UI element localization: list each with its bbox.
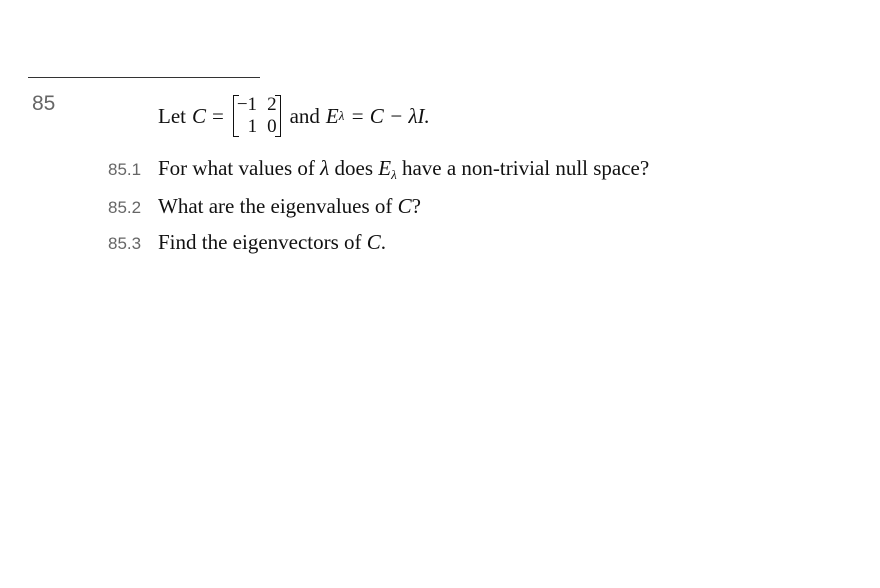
e-subscript: λ — [391, 167, 397, 182]
part-85-1 — [108, 156, 649, 183]
part-number: 85.1 — [108, 160, 142, 179]
part-number: 85.2 — [108, 198, 142, 217]
part-text-post: have a non-trivial null space? — [401, 156, 650, 180]
equals-sign: = — [212, 103, 224, 128]
e-lambda-symbol: E — [325, 103, 339, 128]
e-lambda-subscript: λ — [338, 108, 345, 123]
let-text: Let — [158, 103, 186, 128]
part-text-post: ? — [411, 194, 421, 218]
matrix-cell-r1c2: 2 — [267, 94, 277, 115]
part-text-post: . — [380, 230, 387, 254]
c-symbol: C — [366, 230, 381, 254]
header-divider — [28, 77, 260, 78]
problem-number: 85 — [32, 92, 56, 115]
part-number: 85.3 — [108, 234, 142, 253]
lambda-symbol: λ — [320, 156, 330, 180]
matrix-c — [233, 94, 281, 138]
e-symbol: E — [378, 156, 392, 180]
problem-statement — [158, 90, 430, 142]
and-text: and — [289, 103, 320, 128]
matrix-cell-r2c1: 1 — [247, 116, 258, 137]
c-symbol: C — [397, 194, 412, 218]
matrix-cell-r1c1: −1 — [236, 94, 258, 115]
part-text-pre: For what values of — [158, 156, 315, 180]
matrix-name: C — [191, 103, 206, 128]
part-text — [158, 230, 386, 255]
e-lambda-definition: = C − λI. — [350, 103, 430, 128]
part-text — [158, 194, 421, 219]
part-text-pre: Find the eigenvectors of — [158, 230, 362, 254]
part-85-3 — [108, 230, 386, 255]
matrix-cell-r2c2: 0 — [267, 116, 277, 137]
part-text-mid: does — [334, 156, 373, 180]
part-text — [158, 156, 649, 183]
part-85-2 — [108, 194, 421, 219]
part-text-pre: What are the eigenvalues of — [158, 194, 393, 218]
